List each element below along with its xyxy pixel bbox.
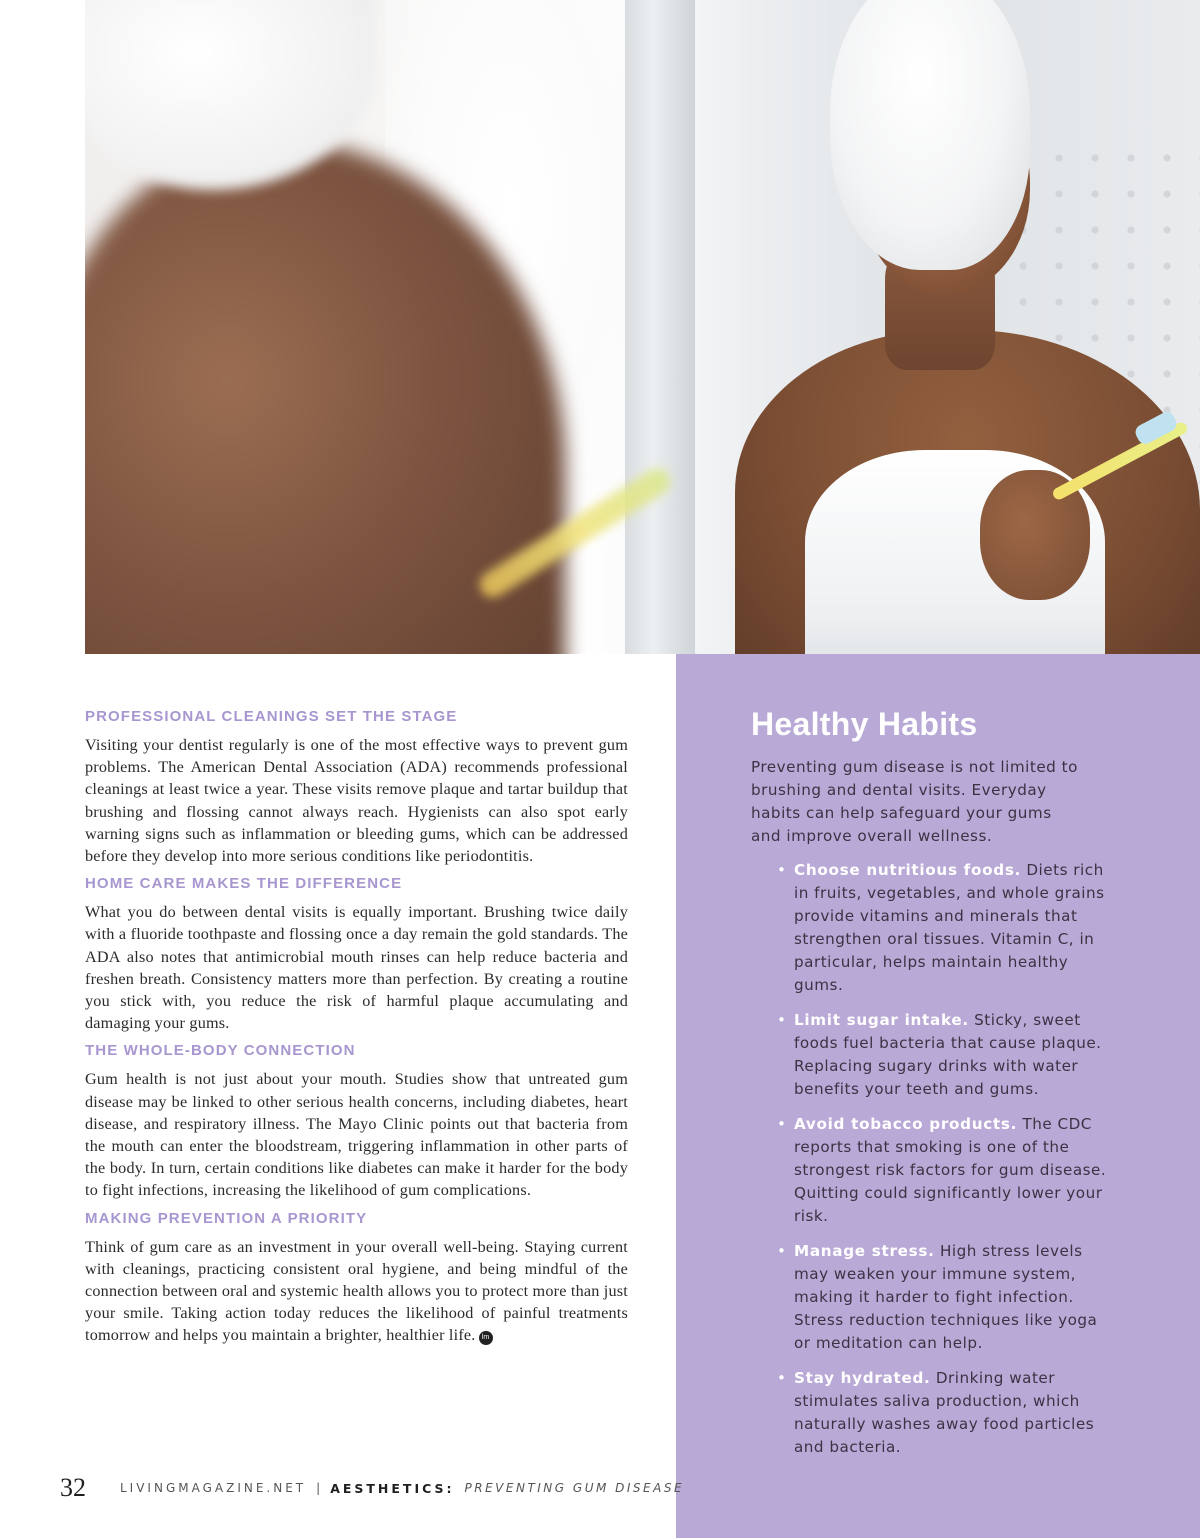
habit-text: Diets rich in fruits, vegetables, and whole grains provide vitamins and minerals that strengthen oral tissues. Vitamin C, in particular, helps maintain healthy gums. (794, 861, 1105, 994)
habit-text: The CDC reports that smoking is one of the strongest risk factors for gum disease. Quitting could significantly lower your risk. (794, 1115, 1107, 1225)
section-name: AESTHETICS: (330, 1480, 455, 1496)
site-url: LIVINGMAGAZINE.NET (120, 1481, 307, 1495)
habit-item (777, 1009, 1117, 1101)
habit-item (777, 859, 1117, 997)
head-towel (830, 0, 1030, 270)
sidebar-title: Healthy Habits (751, 706, 978, 742)
bullet-icon: • (777, 1011, 787, 1029)
section-paragraph-final (85, 1236, 628, 1347)
habit-lead: Manage stress. (794, 1242, 935, 1260)
section-heading: MAKING PREVENTION A PRIORITY (85, 1209, 368, 1227)
section-paragraph: What you do between dental visits is equally important. Brushing twice daily with a fluoride toothpaste and flossing once a day remain the gold standards. The ADA also notes that antimicrobial mouth rinses can help reduce bacteria and freshen breath. Consistency matters more than perfection. By creating a routine you stick with, you reduce the risk of harmful plaque accumulating and damaging your gums. (85, 903, 628, 1033)
mirror-frame (625, 0, 695, 654)
habit-item (777, 1240, 1117, 1355)
habit-lead: Choose nutritious foods. (794, 861, 1022, 879)
habit-lead: Limit sugar intake. (794, 1011, 969, 1029)
bullet-icon: • (777, 861, 787, 879)
section-paragraph: Visiting your dentist regularly is one of the most effective ways to prevent gum problems. The American Dental Association (ADA) recommends professional cleanings at least twice a year. These visits remove plaque and tartar buildup that brushing and flossing cannot always reach. Hygienists can also spot early warning signs such as inflammation or bleeding gums, which can be addressed before they develop into more serious conditions like periodontitis. (85, 736, 628, 866)
habits-list (777, 859, 1117, 1471)
section-paragraph: Gum health is not just about your mouth. Studies show that untreated gum disease may be linked to other serious health concerns, including diabetes, heart disease, and respiratory illness. The Mayo Clinic points out that bacteria from the mouth can enter the bloodstream, triggering inflammation in other parts of the body. In turn, certain conditions like diabetes can make it harder for the body to fight infections, increasing the likelihood of gum complications. (85, 1070, 628, 1200)
bullet-icon: • (777, 1369, 787, 1387)
section-heading: HOME CARE MAKES THE DIFFERENCE (85, 875, 403, 893)
section-heading: PROFESSIONAL CLEANINGS SET THE STAGE (85, 708, 458, 725)
footer-separator: | (316, 1481, 321, 1495)
sidebar-intro: Preventing gum disease is not limited to brushing and dental visits. Everyday habits can help safeguard your gums and improve overall wellness. (751, 758, 1078, 845)
habit-text: Sticky, sweet foods fuel bacteria that cause plaque. Replacing sugary drinks with water benefits your teeth and gums. (794, 1011, 1102, 1098)
habit-item (777, 1367, 1117, 1459)
healthy-habits-sidebar (676, 654, 1200, 1538)
page-number: 32 (60, 1473, 86, 1502)
bullet-icon: • (777, 1242, 787, 1260)
habit-lead: Stay hydrated. (794, 1369, 931, 1387)
habit-text: Drinking water stimulates saliva production, which naturally washes away food particles and bacteria. (794, 1369, 1095, 1456)
habit-lead: Avoid tobacco products. (794, 1115, 1018, 1133)
article-body (85, 708, 628, 1355)
habit-text: High stress levels may weaken your immune system, making it harder to fight infection. Stress reduction techniques like yoga or meditation can help. (794, 1242, 1098, 1352)
hero-photo (85, 0, 1200, 654)
bullet-icon: • (777, 1115, 787, 1133)
topic-name: PREVENTING GUM DISEASE (464, 1481, 685, 1495)
final-paragraph-text: Think of gum care as an investment in your overall well-being. Staying current with cleanings, practicing consistent oral hygiene, and being mindful of the connection between oral and systemic health allows you to protect more than just your smile. Taking action today reduces the likelihood of painful treatments tomorrow and helps you maintain a brighter, healthier life. (85, 1237, 628, 1345)
end-mark-icon: lm (479, 1331, 493, 1345)
page-footer (60, 1473, 684, 1507)
section-heading: THE WHOLE-BODY CONNECTION (85, 1042, 356, 1060)
habit-item (777, 1113, 1117, 1228)
